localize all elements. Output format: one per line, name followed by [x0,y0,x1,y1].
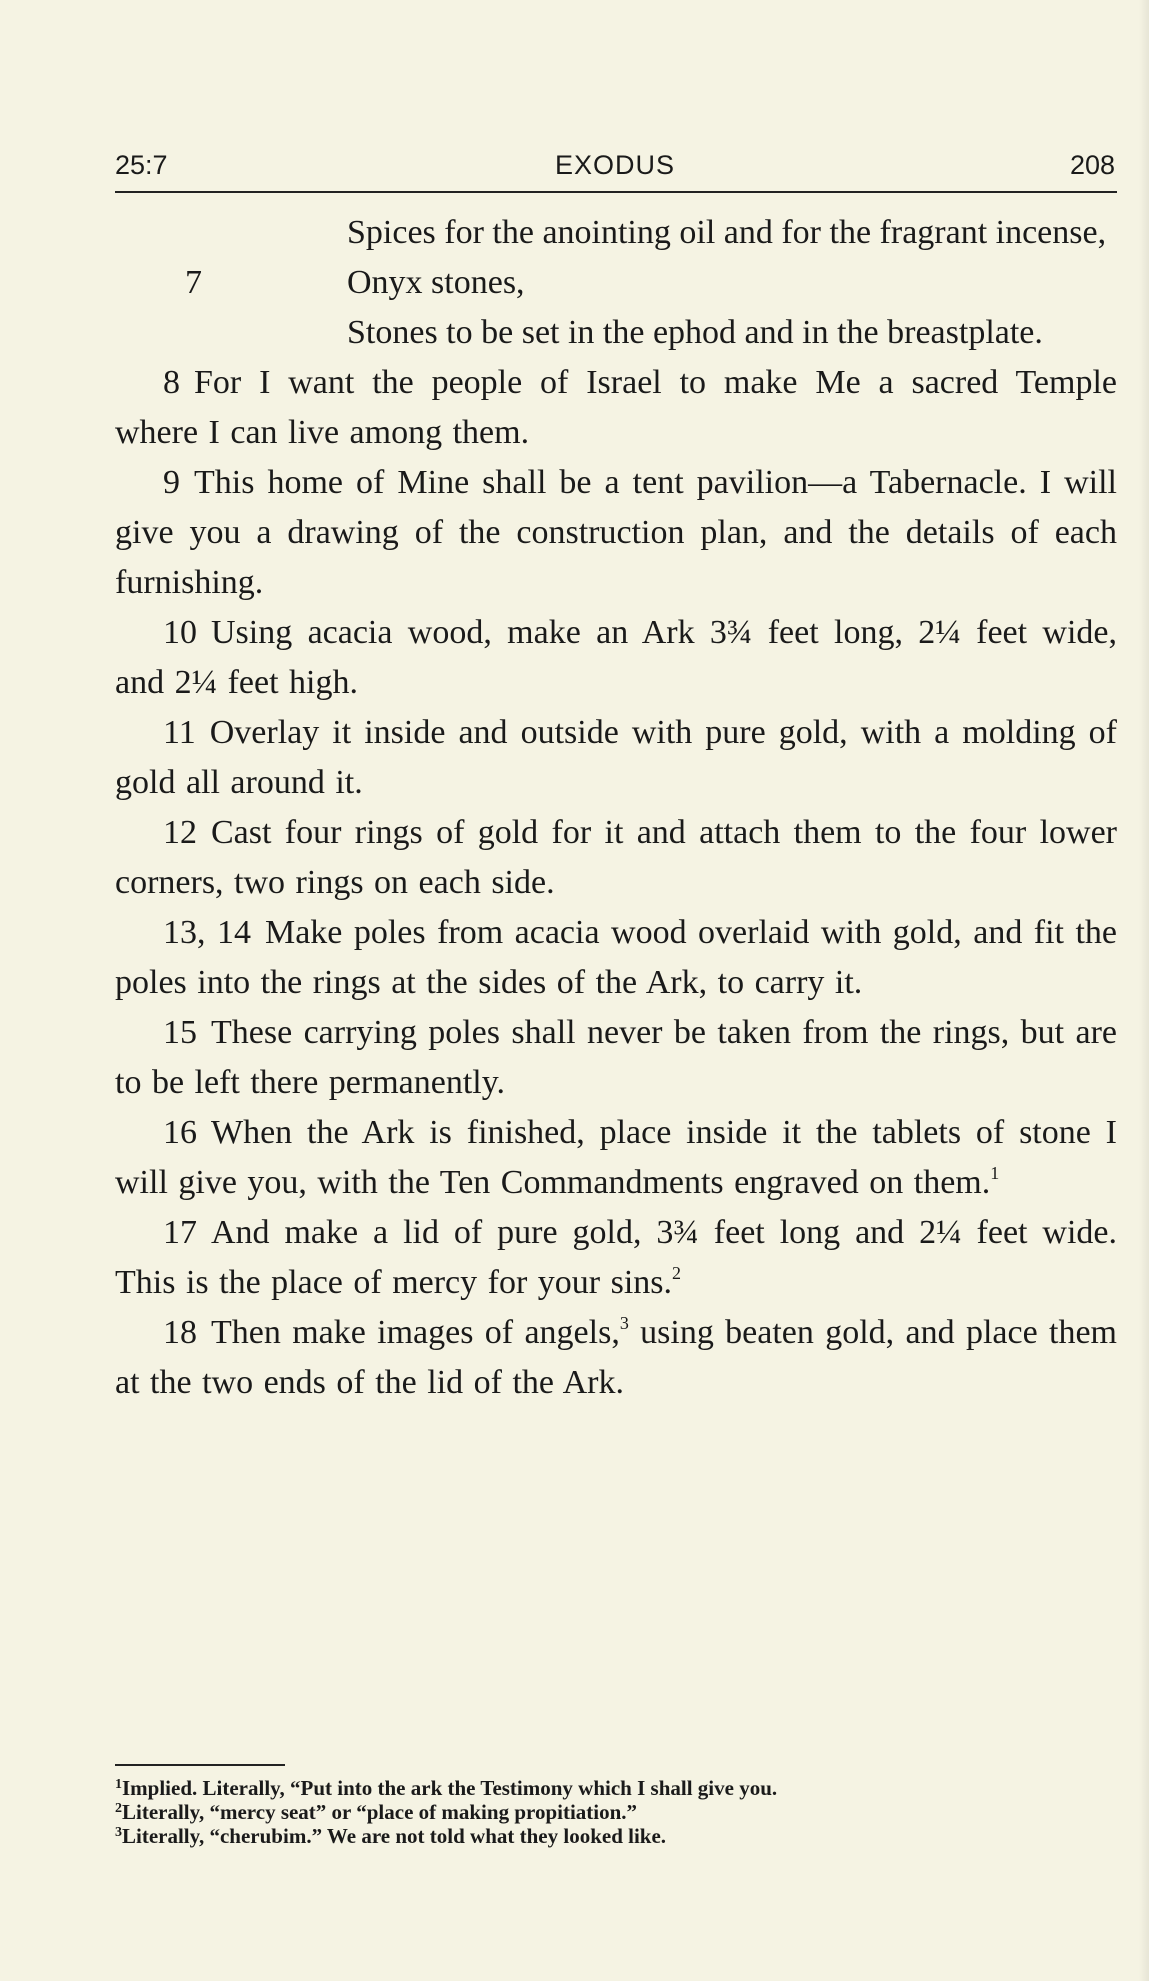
chapter-verse-reference: 25:7 [115,150,168,180]
footnote [115,1800,1117,1824]
verse-text-continued: using beaten gold, and place them at the two ends of the lid of the Ark. [115,1314,1117,1401]
running-header [115,150,1115,192]
verse-text: And make a lid of pure gold, 3¾ feet long and 2¼ feet wide. This is the place of mercy for your sins. [115,1214,1117,1301]
footnote-marker: 1 [990,1163,1000,1183]
footnote-rule [115,1764,285,1766]
verse-number: 10 [163,614,197,651]
poem-line-text: Spices for the anointing oil and for the fragrant incense, [347,214,1107,251]
verse-text: When the Ark is finished, place inside it the tablets of stone I will give you, with the Ten Commandments engraved on them. [115,1114,1117,1201]
verse-paragraphs [115,358,1117,1308]
verse-number: 12 [163,814,197,851]
verse-text: Overlay it inside and outside with pure gold, with a molding of gold all around it. [115,714,1117,801]
verse-text: For I want the people of Israel to make Me a sacred Temple where I can live among them. [115,364,1117,451]
poem-line-text: Onyx stones, [347,264,525,301]
footnote-number: 3 [115,1825,122,1840]
verse-number: 18 [163,1314,197,1351]
verse-text: Cast four rings of gold for it and attach them to the four lower corners, two rings on each side. [115,814,1117,901]
book-title: EXODUS [554,150,676,180]
footnotes [115,1776,1117,1848]
page-number: 208 [1069,150,1115,180]
poem-line [115,258,1117,308]
verse-text: Using acacia wood, make an Ark 3¾ feet long, 2¼ feet wide, and 2¼ feet high. [115,614,1117,701]
verse-paragraph [115,1108,1117,1208]
poem-line [115,208,1117,258]
verse-number: 7 [185,264,202,301]
verse-paragraph [115,608,1117,708]
verse-number: 15 [163,1014,197,1051]
poetic-lines [115,208,1117,358]
verse-number: 8 [163,364,180,401]
verse-paragraph [115,908,1117,1008]
footnote-marker: 3 [619,1313,629,1333]
scripture-text [115,208,1117,1408]
footnote-marker: 2 [672,1263,682,1283]
verse-paragraph [115,1308,1117,1408]
verse-number: 9 [163,464,180,501]
verse-number [115,208,347,258]
verse-paragraph [115,1008,1117,1108]
footnote-text: Literally, “cherubim.” We are not told what they looked like. [122,1824,667,1848]
footnote [115,1776,1117,1800]
verse-text: Then make images of angels, [211,1314,620,1351]
header-rule [115,191,1117,193]
verse-text: These carrying poles shall never be taken from the rings, but are to be left there permanently. [115,1014,1117,1101]
footnote-text: Implied. Literally, “Put into the ark the Testimony which I shall give you. [122,1776,778,1800]
verse-text: This home of Mine shall be a tent pavilion—a Tabernacle. I will give you a drawing of the construction plan, and the details of each furnishing. [115,464,1117,601]
footnote-text: Literally, “mercy seat” or “place of making propitiation.” [122,1800,638,1824]
verse-number: 11 [163,714,196,751]
verse-number [115,308,347,358]
verse-paragraph [115,358,1117,458]
verse-text: Make poles from acacia wood overlaid with gold, and fit the poles into the rings at the sides of the Ark, to carry it. [115,914,1118,1001]
verse-paragraph [115,808,1117,908]
footnote-number: 2 [115,1801,122,1816]
poem-line [115,308,1117,358]
verse-paragraph [115,1208,1117,1308]
verse-paragraph [115,708,1117,808]
footnote [115,1824,1117,1848]
poem-line-text: Stones to be set in the ephod and in the breastplate. [347,314,1043,351]
verse-number: 16 [163,1114,197,1151]
footnote-number: 1 [115,1777,122,1792]
verse-paragraph [115,458,1117,608]
page-edge-shadow [1139,0,1149,1981]
verse-number: 13, 14 [163,914,251,951]
verse-number: 17 [163,1214,197,1251]
